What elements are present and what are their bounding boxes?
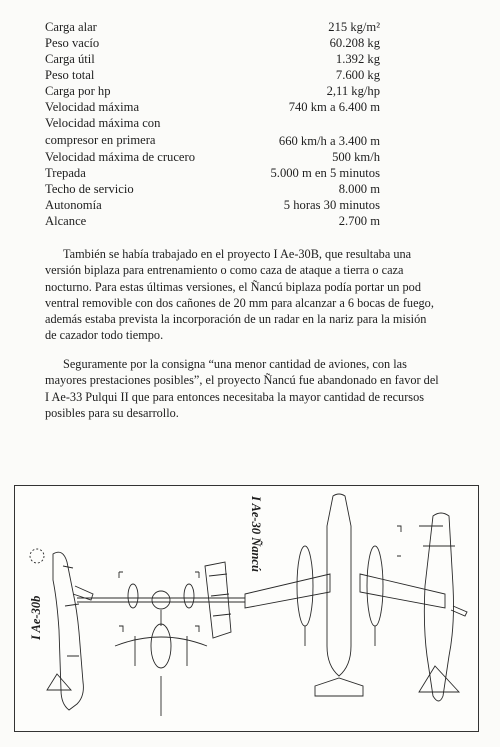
spec-value: 2,11 kg/hp (326, 84, 380, 98)
spec-row-autonomia (45, 197, 380, 213)
spec-row-carga-util (45, 51, 380, 67)
spec-label: Peso vacío (45, 36, 100, 50)
spec-value: 5.000 m en 5 minutos (270, 166, 380, 180)
side-view-right (397, 513, 467, 701)
tail-detail-view (205, 562, 231, 638)
spec-value: 60.208 kg (329, 36, 380, 50)
spec-row-peso-vacio (45, 35, 380, 51)
spec-label: Techo de servicio (45, 182, 134, 196)
spec-row-trepada (45, 165, 380, 181)
spec-value: 1.392 kg (335, 52, 380, 66)
spec-label-line2: compresor en primera (45, 133, 156, 147)
spec-row-carga-alar (45, 19, 380, 35)
aircraft-three-view-drawing (15, 486, 478, 731)
spec-label: Alcance (45, 214, 87, 228)
spec-value: 215 kg/m² (328, 20, 380, 34)
paragraph-ae30b: También se había trabajado en el proyecto I Ae-30B, que resultaba una versión biplaza para entrenamiento o como caza de ataque a tierra o caza nocturno. Para estas últimas versiones, el Ñancú biplaza podía portar un pod ventral removible con dos cañones de 20 mm para alcanzar a 6 bocas de fuego, además estaba prevista la incorporación de un radar en la nariz para la misión de cazador todo tiempo. (45, 247, 434, 343)
aircraft-drawing-frame (14, 485, 479, 732)
spec-value: 740 km a 6.400 m (288, 100, 380, 114)
spec-row-carga-por-hp (45, 83, 380, 99)
spec-row-techo-servicio (45, 181, 380, 197)
front-view-lower (115, 624, 207, 716)
drawing-label-iae-30-nancu: I Ae-30 Ñancú (249, 496, 263, 572)
spec-value: 2.700 m (338, 214, 380, 228)
paragraph-abandono: Seguramente por la consigna “una menor cantidad de aviones, con las mayores prestaciones posibles”, el proyecto Ñancú fue abandonado en favor del I Ae-33 Pulqui II que para entonces necesitaba la mayor cantidad de recursos posibles para su desarrollo. (45, 357, 439, 420)
front-view-upper (77, 572, 245, 626)
spec-row-velocidad-compresor (45, 115, 380, 149)
spec-label: Velocidad máxima (45, 100, 140, 114)
spec-row-velocidad-crucero (45, 149, 380, 165)
spec-value: 5 horas 30 minutos (283, 198, 380, 212)
spec-row-peso-total (45, 67, 380, 83)
top-view-nancu (245, 494, 445, 696)
spec-value: 7.600 kg (335, 68, 380, 82)
spec-row-velocidad-maxima (45, 99, 380, 115)
spec-value: 660 km/h a 3.400 m (278, 134, 380, 148)
spec-label: Autonomía (45, 198, 102, 212)
spec-value: 500 km/h (332, 150, 380, 164)
drawing-label-iae-30b: I Ae-30b (29, 595, 43, 640)
spec-row-alcance (45, 213, 380, 229)
spec-label: Carga por hp (45, 84, 111, 98)
spec-label: Carga alar (45, 20, 97, 34)
spec-label: Carga útil (45, 52, 95, 66)
spec-label-line1: Velocidad máxima con (45, 116, 161, 130)
specifications-table (45, 19, 380, 229)
spec-label: Peso total (45, 68, 95, 82)
spec-value: 8.000 m (338, 182, 380, 196)
spec-label: Velocidad máxima de crucero (45, 150, 196, 164)
spec-label: Trepada (45, 166, 86, 180)
